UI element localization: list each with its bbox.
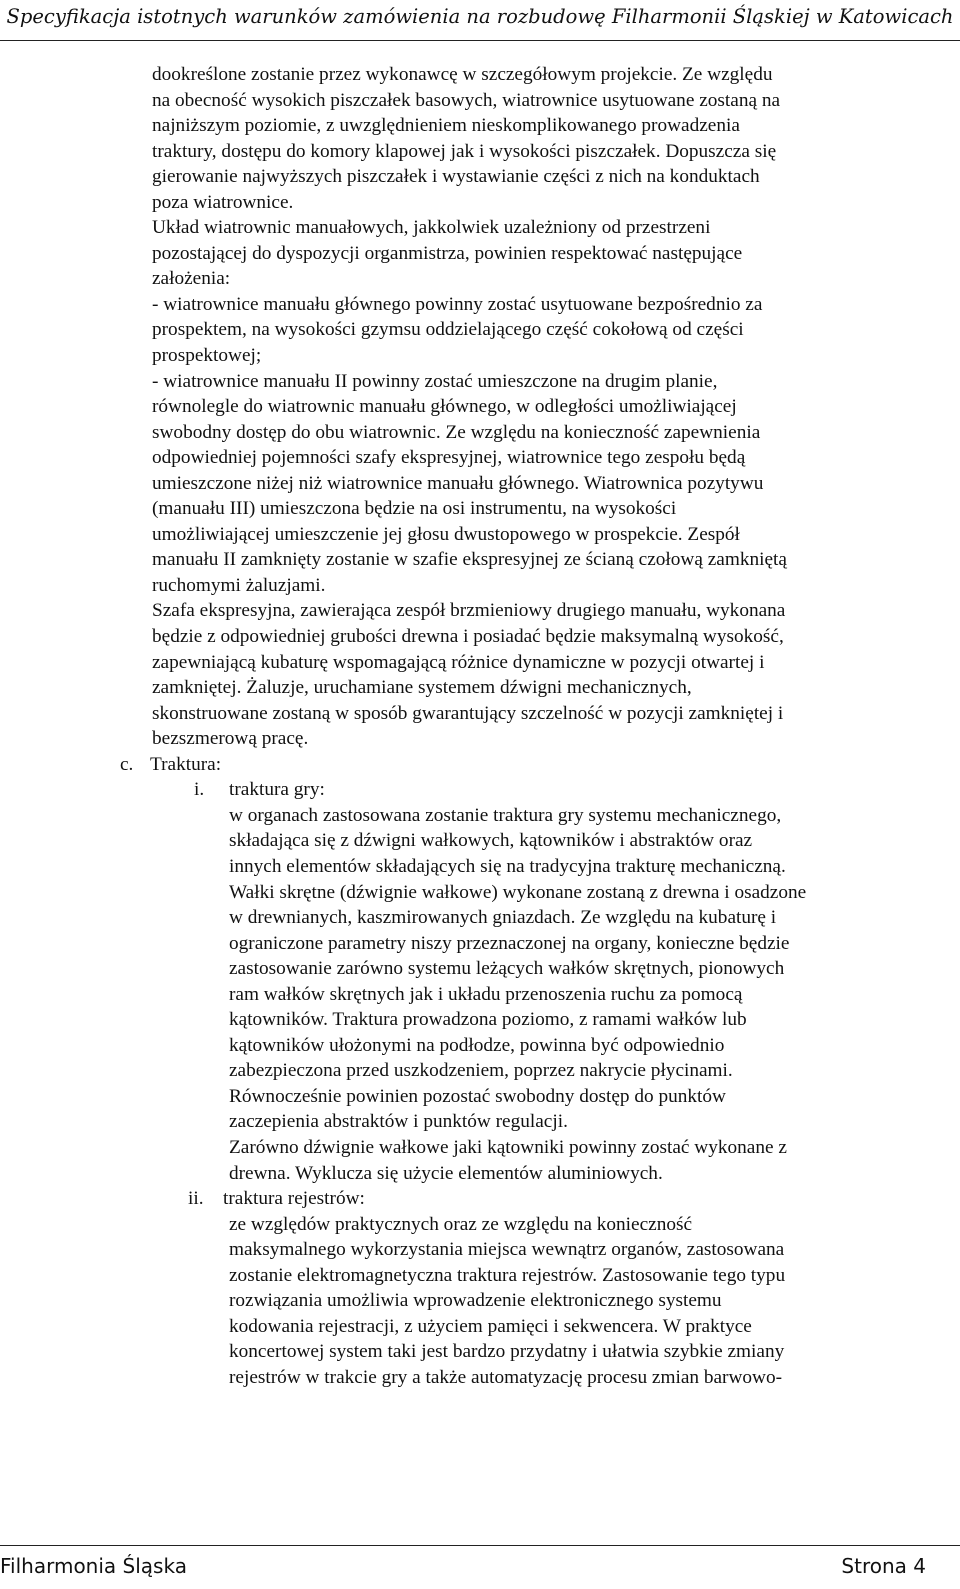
text-line: odpowiedniej pojemności szafy ekspresyjnej, wiatrownice tego zespołu będą [152, 447, 746, 469]
text-line: na obecność wysokich piszczałek basowych, wiatrownice usytuowane zostaną na [152, 89, 781, 111]
text-line: - wiatrownice manuału głównego powinny zostać usytuowane bezpośrednio za [152, 293, 763, 315]
text-line: zastosowanie zarówno systemu leżących wałków skrętnych, pionowych [229, 958, 785, 980]
text-line: prospektowej; [152, 345, 262, 367]
text-line: bezszmerową pracę. [152, 728, 309, 750]
text-line: swobodny dostęp do obu wiatrownic. Ze względu na konieczność zapewnienia [152, 421, 761, 443]
text-line: - wiatrownice manuału II powinny zostać umieszczone na drugim planie, [152, 370, 718, 392]
footer-divider [0, 1545, 960, 1546]
text-line: traktury, dostępu do komory klapowej jak i wysokości piszczałek. Dopuszcza się [152, 140, 777, 162]
text-line: zamkniętej. Żaluzje, uruchamiane systemem dźwigni mechanicznych, [152, 677, 692, 699]
text-line: kątowników. Traktura prowadzona poziomo, z ramami wałków lub [229, 1009, 747, 1031]
text-line: najniższym poziomie, z uwzględnieniem nieskomplikowanego prowadzenia [152, 115, 740, 137]
footer-page-number: Strona 4 [841, 1554, 926, 1578]
footer-organization: Filharmonia Śląska [0, 1554, 187, 1578]
document-title: Specyfikacja istotnych warunków zamówienia na rozbudowę Filharmonii Śląskiej w Katowicach [6, 5, 954, 28]
intro-paragraphs [152, 62, 952, 752]
text-line: będzie z odpowiedniej grubości drewna i posiadać będzie maksymalną wysokość, [152, 626, 784, 648]
text-line: umożliwiającej umieszczenie jej głosu dwustopowego w prospekcie. Zespół [152, 523, 740, 545]
text-line: kątowników ułożonymi na podłodze, powinna być odpowiednio [229, 1034, 725, 1056]
text-line: założenia: [152, 268, 231, 290]
text-line: rejestrów w trakcie gry a także automatyzację procesu zmian barwowo- [229, 1366, 783, 1388]
text-line: innych elementów składających się na tradycyjna trakturę mechaniczną. [229, 855, 786, 877]
text-line: maksymalnego wykorzystania miejsca wewnątrz organów, zastosowana [229, 1239, 785, 1261]
text-line: składająca się z dźwigni wałkowych, kątowników i abstraktów oraz [229, 830, 753, 852]
text-line: Zarówno dźwignie wałkowe jaki kątowniki powinny zostać wykonane z [229, 1136, 787, 1158]
section-c [120, 752, 952, 778]
text-line: poza wiatrownice. [152, 191, 294, 213]
text-line: zabezpieczona przed uszkodzeniem, poprzez nakrycie płycinami. [229, 1060, 733, 1082]
text-line: ram wałków skrętnych jak i układu przenoszenia ruchu za pomocą [229, 983, 743, 1005]
subsection-ii [152, 1186, 952, 1212]
text-line: rozwiązania umożliwia wprowadzenie elektronicznego systemu [229, 1290, 722, 1312]
subsection-ii-title: traktura rejestrów: [223, 1188, 365, 1210]
text-line: zapewniającą kubaturę wspomagającą różnice dynamiczne w pozycji otwartej i [152, 651, 765, 673]
text-line: pozostającej do dyspozycji organmistrza, powinien respektować następujące [152, 242, 743, 264]
text-line: Układ wiatrownic manuałowych, jakkolwiek uzależniony od przestrzeni [152, 217, 711, 239]
text-line: równolegle do wiatrownic manuału głównego, w odległości umożliwiającej [152, 396, 737, 418]
text-line: zaczepienia abstraktów i punktów regulacji. [229, 1111, 568, 1133]
section-c-title: Traktura: [150, 753, 222, 775]
text-line: skonstruowane zostaną w sposób gwarantujący szczelność w pozycji zamkniętej i [152, 702, 784, 724]
text-line: drewna. Wyklucza się użycie elementów aluminiowych. [229, 1162, 663, 1184]
subsection-i-text [229, 803, 952, 1186]
running-header [0, 0, 960, 44]
text-line: Wałki skrętne (dźwignie wałkowe) wykonane zostaną z drewna i osadzone [229, 881, 807, 903]
text-line: dookreślone zostanie przez wykonawcę w szczegółowym projekcie. Ze względu [152, 64, 773, 85]
section-c-marker: c. [120, 753, 134, 775]
text-line: (manuału III) umieszczona będzie na osi instrumentu, na wysokości [152, 498, 677, 520]
text-line: w organach zastosowana zostanie traktura gry systemu mechanicznego, [229, 804, 782, 826]
subsection-i-title: traktura gry: [229, 779, 325, 801]
text-line: koncertowej system taki jest bardzo przydatny i ułatwia szybkie zmiany [229, 1341, 785, 1363]
text-line: zostanie elektromagnetyczna traktura rejestrów. Zastosowanie tego typu [229, 1264, 786, 1286]
subsection-ii-marker: ii. [188, 1188, 204, 1210]
page-body [120, 62, 952, 1390]
text-line: Równocześnie powinien pozostać swobodny dostęp do punktów [229, 1085, 726, 1107]
text-line: umieszczone niżej niż wiatrownice manuału głównego. Wiatrownica pozytywu [152, 472, 764, 494]
text-line: ruchomymi żaluzjami. [152, 574, 326, 596]
text-line: ze względów praktycznych oraz ze względu na konieczność [229, 1213, 693, 1235]
text-line: gierowanie najwyższych piszczałek i wystawianie części z nich na konduktach [152, 166, 760, 188]
subsection-i-marker: i. [194, 779, 205, 801]
subsection-i [152, 777, 952, 803]
subsection-ii-text [229, 1212, 952, 1391]
text-line: w drewnianych, kaszmirowanych gniazdach. Ze względu na kubaturę i [229, 907, 777, 929]
header-divider [0, 40, 960, 41]
text-line: manuału II zamknięty zostanie w szafie ekspresyjnej ze ścianą czołową zamkniętą [152, 549, 787, 571]
text-line: Szafa ekspresyjna, zawierająca zespół brzmieniowy drugiego manuału, wykonana [152, 600, 786, 622]
text-line: ograniczone parametry niszy przeznaczonej na organy, konieczne będzie [229, 932, 790, 954]
text-line: kodowania rejestracji, z użyciem pamięci i sekwencera. W praktyce [229, 1315, 752, 1337]
text-line: prospektem, na wysokości gzymsu oddzielającego część cokołową od części [152, 319, 744, 341]
